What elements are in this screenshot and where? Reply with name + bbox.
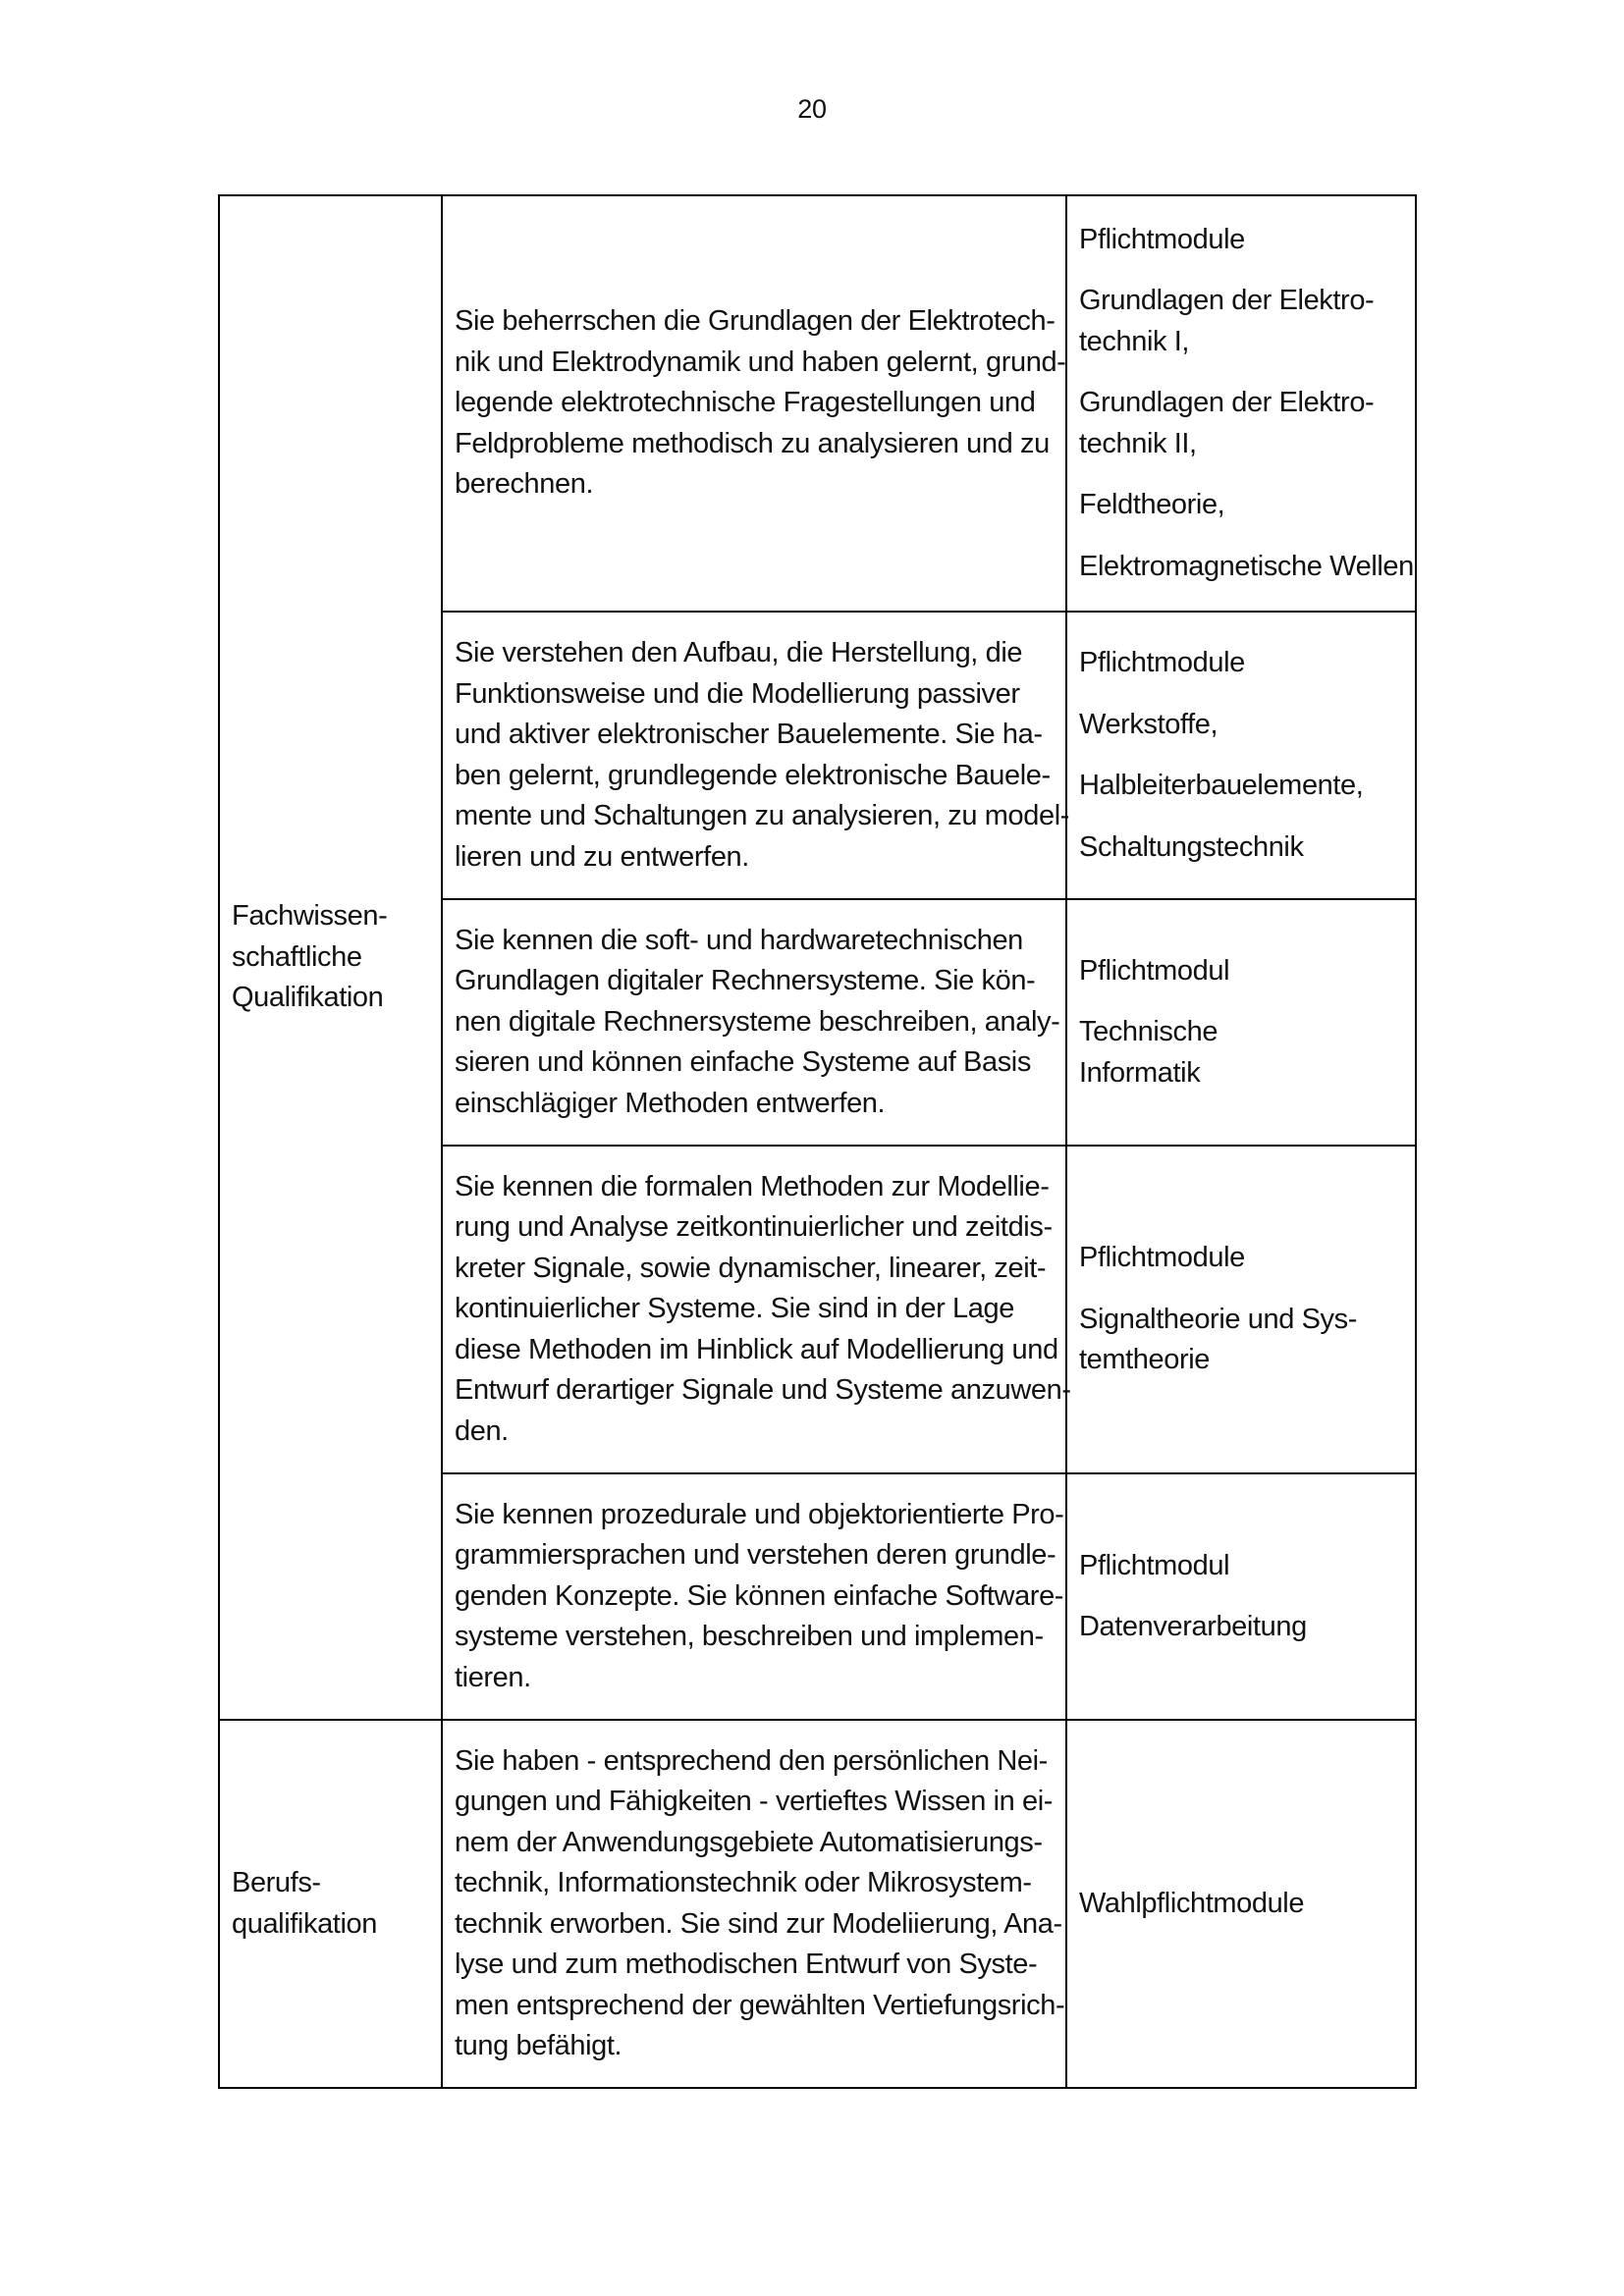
description-line: Sie verstehen den Aufbau, die Herstellung, die	[455, 637, 1023, 668]
module-entry	[1079, 547, 1414, 588]
description-line: und aktiver elektronischer Bauelemente. Sie ha-	[455, 719, 1043, 750]
description-line: technik erworben. Sie sind zur Modeliierung, Ana-	[455, 1907, 1062, 1940]
description-line: legende elektrotechnische Fragestellungen und	[455, 387, 1036, 419]
description-line: gungen und Fähigkeiten - vertieftes Wissen in ei-	[455, 1786, 1054, 1817]
category-line: Berufs-	[232, 1867, 321, 1898]
description-line: kontinuierlicher Systeme. Sie sind in der Lage	[455, 1293, 1014, 1325]
description-cell	[442, 1473, 1066, 1720]
module-entry	[1079, 1546, 1403, 1587]
description-cell	[442, 899, 1066, 1146]
module-entry	[1079, 383, 1403, 464]
modules-cell	[1066, 612, 1416, 899]
description-line: nik und Elektrodynamik und haben gelernt, grund-	[455, 346, 1066, 378]
description-line: Sie kennen die formalen Methoden zur Modellie-	[455, 1170, 1050, 1202]
module-entry	[1079, 1884, 1403, 1925]
qualification-table	[218, 194, 1417, 2089]
description-line: lyse und zum methodischen Entwurf von Syste-	[455, 1949, 1038, 1980]
description-line: Sie haben - entsprechend den persönlichen Nei-	[455, 1744, 1048, 1777]
description-cell	[442, 1720, 1066, 2088]
description-line: mente und Schaltungen zu analysieren, zu model-	[455, 800, 1070, 831]
modules-cell	[1066, 899, 1416, 1146]
description-line: Sie kennen die soft- und hardwaretechnischen	[455, 924, 1023, 956]
module-line: Pflichtmodul	[1079, 954, 1230, 987]
module-line: Feldtheorie,	[1079, 489, 1225, 521]
description-line: genden Konzepte. Sie können einfache Software-	[455, 1579, 1064, 1612]
description-line: diese Methoden im Hinblick auf Modellierung und	[455, 1333, 1058, 1365]
module-entry	[1079, 1238, 1403, 1279]
module-line: Grundlagen der Elektro-	[1079, 285, 1375, 317]
description-line: tung befähigt.	[455, 2030, 623, 2061]
module-line: Halbleiterbauelemente,	[1079, 770, 1364, 801]
module-line: Pflichtmodule	[1079, 1242, 1245, 1274]
module-line: Datenverarbeitung	[1079, 1611, 1307, 1642]
description-line: nem der Anwendungsgebiete Automatisierungs-	[455, 1826, 1043, 1858]
description-line: den.	[455, 1415, 509, 1447]
module-line: Schaltungstechnik	[1079, 830, 1304, 863]
module-line: Pflichtmodul	[1079, 1549, 1230, 1581]
module-line: Werkstoffe,	[1079, 708, 1218, 740]
module-line: Informatik	[1079, 1056, 1201, 1089]
description-line: grammiersprachen und verstehen deren grundle-	[455, 1539, 1056, 1572]
description-line: Funktionsweise und die Modellierung passiver	[455, 677, 1020, 710]
module-entry	[1079, 643, 1403, 684]
module-entry	[1079, 220, 1403, 261]
description-line: Sie beherrschen die Grundlagen der Elektrotech-	[455, 305, 1056, 338]
category-line: qualifikation	[232, 1907, 377, 1940]
description-line: sieren und können einfache Systeme auf Basis	[455, 1046, 1031, 1079]
description-line: tieren.	[455, 1661, 531, 1693]
table-row	[219, 195, 1416, 612]
modules-cell	[1066, 1146, 1416, 1473]
description-line: einschlägiger Methoden entwerfen.	[455, 1087, 886, 1119]
page-number: 20	[797, 94, 827, 124]
description-line: kreter Signale, sowie dynamischer, linearer, zeit-	[455, 1252, 1047, 1284]
module-entry	[1079, 951, 1403, 992]
description-line: ben gelernt, grundlegende elektronische Bauele-	[455, 759, 1051, 791]
description-line: Sie kennen prozedurale und objektorientierte Pro-	[455, 1498, 1064, 1530]
category-cell	[219, 195, 442, 1720]
modules-cell	[1066, 1473, 1416, 1720]
module-line: Pflichtmodule	[1079, 223, 1245, 255]
modules-cell	[1066, 195, 1416, 612]
category-cell	[219, 1720, 442, 2088]
category-line: Fachwissen-	[232, 900, 388, 933]
description-line: systeme verstehen, beschreiben und implemen-	[455, 1621, 1044, 1653]
module-entry	[1079, 1300, 1403, 1381]
module-line: technik I,	[1079, 325, 1190, 357]
description-line: technik, Informationstechnik oder Mikrosystem-	[455, 1867, 1032, 1898]
module-entry	[1079, 1607, 1403, 1648]
description-line: men entsprechend der gewählten Vertiefungsrich-	[455, 1989, 1065, 2021]
description-cell	[442, 1146, 1071, 1473]
module-line: Technische	[1079, 1016, 1218, 1048]
description-line: Feldprobleme methodisch zu analysieren und zu	[455, 427, 1050, 459]
module-line: Wahlpflichtmodule	[1079, 1887, 1305, 1919]
description-line: Entwurf derartiger Signale und Systeme anzuwen-	[455, 1374, 1071, 1407]
category-line: Qualifikation	[232, 982, 384, 1014]
description-line: Grundlagen digitaler Rechnersysteme. Sie kön-	[455, 965, 1036, 997]
module-line: temtheorie	[1079, 1344, 1211, 1376]
module-line: Grundlagen der Elektro-	[1079, 387, 1375, 419]
module-entry	[1079, 766, 1403, 807]
module-line: Elektromagnetische Wellen	[1079, 550, 1414, 582]
module-entry	[1079, 485, 1403, 526]
module-entry	[1079, 705, 1403, 746]
module-entry	[1079, 281, 1403, 362]
category-line: schaftliche	[232, 940, 362, 973]
module-entry	[1079, 828, 1403, 869]
module-line: technik II,	[1079, 427, 1197, 459]
table-row	[219, 1720, 1416, 2088]
description-line: nen digitale Rechnersysteme beschreiben, analy-	[455, 1005, 1060, 1038]
module-line: Signaltheorie und Sys-	[1079, 1303, 1357, 1335]
modules-cell	[1066, 1720, 1416, 2088]
description-line: lieren und zu entwerfen.	[455, 840, 749, 873]
module-line: Pflichtmodule	[1079, 647, 1245, 678]
description-cell	[442, 612, 1070, 899]
description-line: berechnen.	[455, 468, 594, 501]
description-cell	[442, 195, 1066, 612]
module-entry	[1079, 1012, 1403, 1094]
description-line: rung und Analyse zeitkontinuierlicher und zeitdis-	[455, 1211, 1053, 1244]
